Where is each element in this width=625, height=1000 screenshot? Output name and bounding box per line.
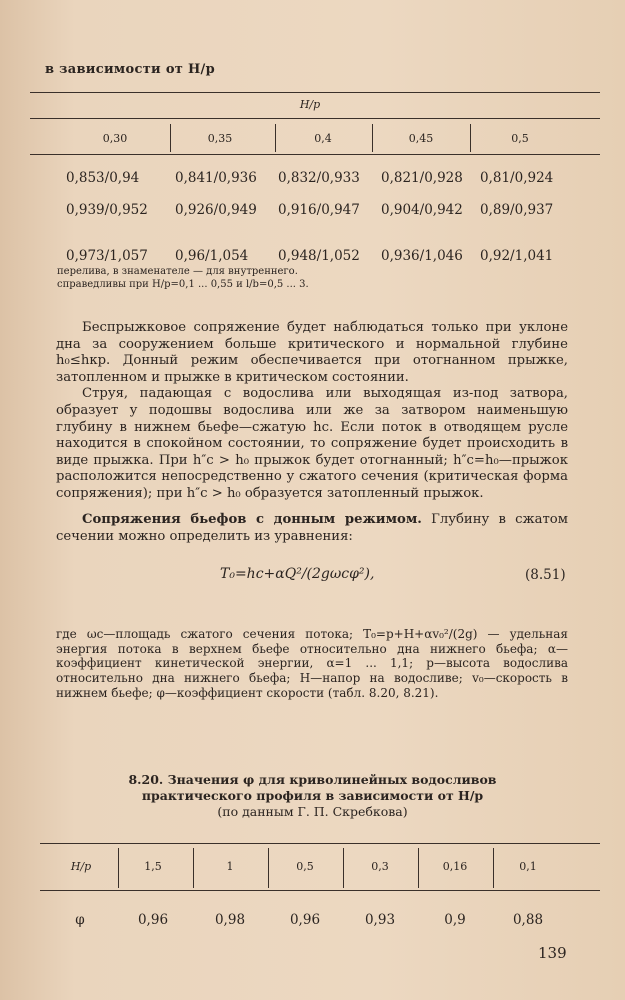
table-cell: 0,948/1,052 [278, 248, 360, 264]
table2-col-header: 0,16 [442, 860, 468, 873]
table1-header-bottom-rule [30, 154, 600, 155]
table-cell: 0,821/0,928 [381, 170, 463, 186]
table1-col-header: 0,35 [207, 132, 233, 145]
table-header-fragment: в зависимости от H/p [45, 62, 215, 77]
table-cell: 0,904/0,942 [381, 202, 463, 218]
table2-col-sep [343, 848, 344, 888]
table-cell: 0,89/0,937 [480, 202, 554, 218]
table1-mid-rule [30, 118, 600, 119]
table-cell: 0,81/0,924 [480, 170, 554, 186]
table2-col-sep [193, 848, 194, 888]
formula: T₀=hc+αQ²/(2gωcφ²), [220, 566, 375, 582]
paragraph: Струя, падающая с водослива или выходящая из-под затвора, образует у подошвы водослива или же за затвором наименьшую глубину в нижнем бьефе—сжатую hc. Если поток в отводящем русле находится в спокойном состоянии, то сопряжение будет происходить в виде прыжка. При h″c > h₀ прыжок будет отогнанный; h″c=h₀—прыжок расположится непосредственно у сжатого сечения (критическая форма сопряжения); при h″c > h₀ образуется затопленный прыжок. [56, 386, 568, 501]
table2-col-sep [118, 848, 119, 888]
table2-caption-line: 8.20. Значения φ для криволинейных водосливов [128, 772, 497, 787]
table2-caption [60, 772, 565, 820]
table-cell: 0,92/1,041 [480, 248, 554, 264]
table2-col-sep [493, 848, 494, 888]
section-block [56, 512, 568, 545]
table2-col-sep [418, 848, 419, 888]
table2-row-label: φ [75, 912, 85, 928]
section-heading: Сопряжения бьефов с донным режимом. [82, 512, 422, 527]
table-cell: 0,939/0,952 [66, 202, 148, 218]
explanation: где ωc—площадь сжатого сечения потока; T₀=p+H+αv₀²/(2g) — удельная энергия потока в верхнем бьефе относительно дна нижнего бьефа; α—коэффициент кинетической энергии, α=1 ... 1,1; p—высота водослива относительно дна нижнего бьефа; H—напор на водосливе; v₀—скорость в нижнем бьефе; φ—коэффициент скорости (табл. 8.20, 8.21). [56, 627, 568, 700]
table-cell: 0,98 [214, 912, 246, 928]
table2-col-header: 1 [226, 860, 234, 873]
table1-top-rule [30, 92, 600, 93]
table2-col-header: 0,5 [296, 860, 314, 873]
table1-col-sep [170, 124, 171, 152]
table1-note: перелива, в знаменателе — для внутреннего. [57, 266, 298, 277]
table1-col-header: 0,30 [102, 132, 128, 145]
page-number: 139 [538, 944, 567, 962]
table-cell: 0,936/1,046 [381, 248, 463, 264]
table-cell: 0,841/0,936 [175, 170, 257, 186]
table1-col-sep [372, 124, 373, 152]
table-cell: 0,853/0,94 [66, 170, 140, 186]
table-cell: 0,88 [512, 912, 544, 928]
table-cell: 0,96 [289, 912, 321, 928]
table-cell: 0,916/0,947 [278, 202, 360, 218]
table2-caption-line: практического профиля в зависимости от H/p [141, 788, 484, 803]
table1-col-header: 0,5 [511, 132, 529, 145]
formula-number: (8.51) [525, 567, 566, 583]
table-cell: 0,93 [364, 912, 396, 928]
table2-caption-line: (по данным Г. П. Скребкова) [217, 804, 408, 819]
table-cell: 0,9 [444, 912, 466, 928]
table-cell: 0,96 [137, 912, 169, 928]
table-cell: 0,926/0,949 [175, 202, 257, 218]
explanation-text [56, 627, 568, 701]
table1-col-header: 0,45 [408, 132, 434, 145]
table2-col-sep [268, 848, 269, 888]
table-cell: 0,832/0,933 [278, 170, 360, 186]
table1-col-header: 0,4 [314, 132, 332, 145]
table1-col-sep [275, 124, 276, 152]
table2-top-rule [40, 843, 600, 844]
table2-header-label: H/p [70, 860, 92, 873]
table1-param-label: H/p [299, 98, 321, 111]
table1-note: справедливы при H/p=0,1 ... 0,55 и l/b=0,5 ... 3. [57, 279, 309, 290]
table-cell: 0,96/1,054 [175, 248, 249, 264]
paragraph: Беспрыжковое сопряжение будет наблюдаться только при уклоне дна за сооружением больше критического и нормальной глубине h₀≤hкр. Донный режим обеспечивается при отогнанном прыжке, затопленном и прыжке в критическом состоянии. [56, 320, 568, 385]
body-text [56, 320, 568, 503]
section-text: Глубину в сжатом сечении можно определить из уравнения: [56, 512, 568, 544]
table1-col-sep [470, 124, 471, 152]
table-cell: 0,973/1,057 [66, 248, 148, 264]
table2-col-header: 1,5 [144, 860, 162, 873]
table2-header-bottom-rule [40, 890, 600, 891]
table2-col-header: 0,3 [371, 860, 389, 873]
table2-col-header: 0,1 [519, 860, 537, 873]
